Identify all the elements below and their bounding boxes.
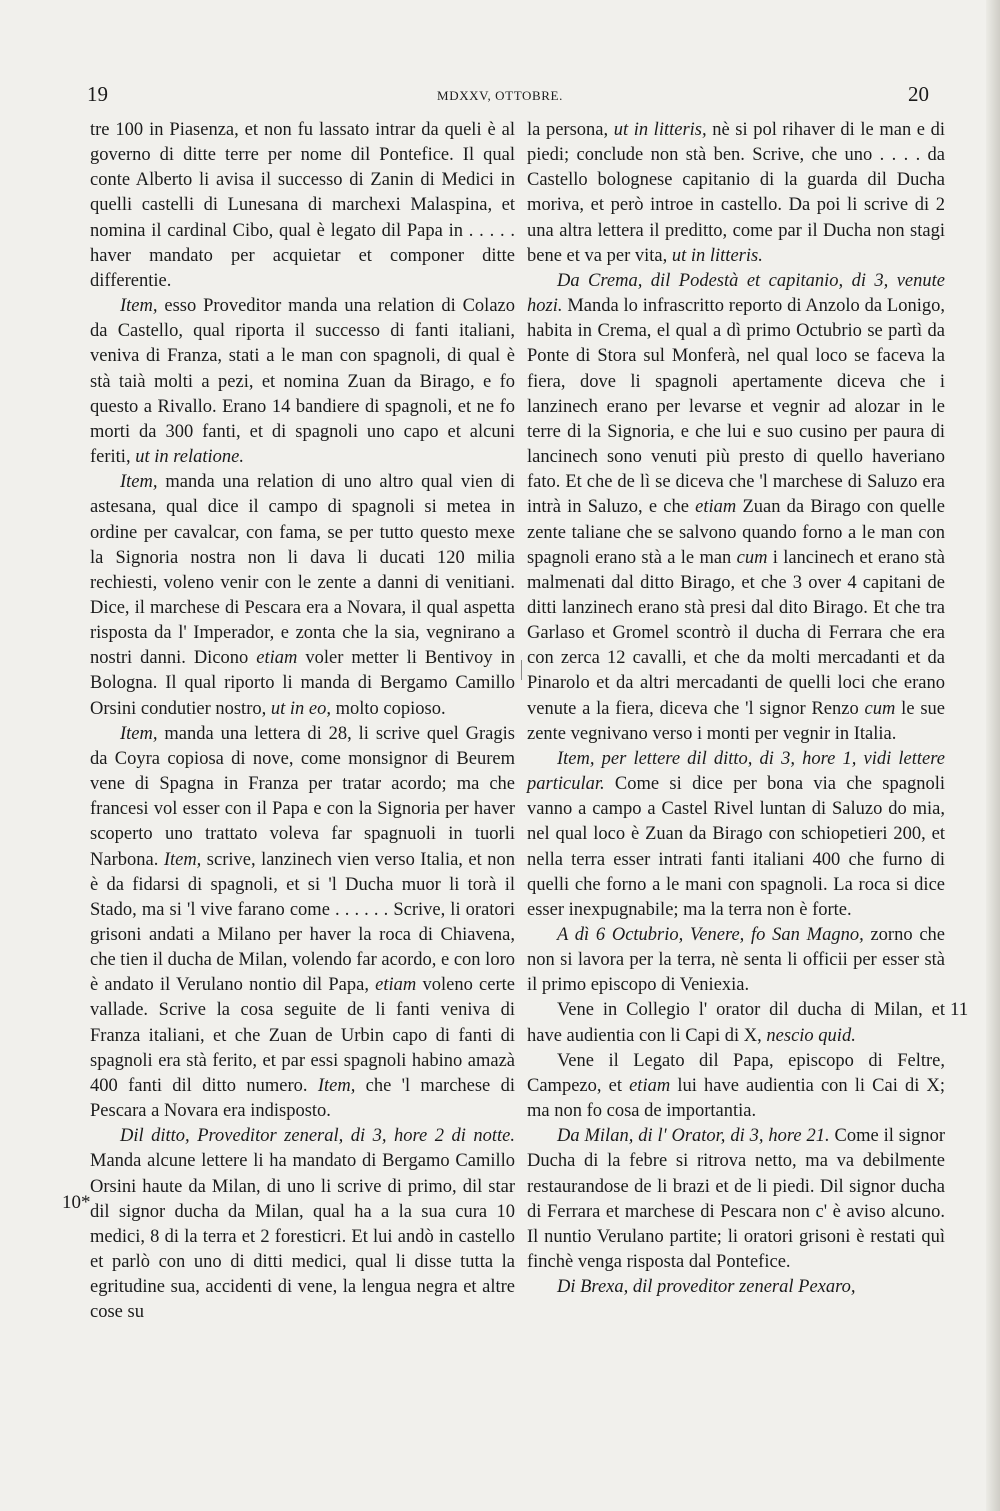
italic-text: ut in relatione. [135, 447, 244, 468]
column-divider-mark [521, 660, 522, 680]
body-text: voler metter li Bentivoy in Bologna. Il qual riporto li manda di Bergamo Camillo Orsini condutier nostro, [90, 648, 516, 719]
body-text: nè si pol rihaver di le man e di piedi; conclude non stà ben. Scrive, che uno . . . . da Castello bolognese capitanio di la guarda dil Ducha moriva, et però introe in castello. Da poi li scrive di 2 una altra lettera il preditto, come par il Ducha non stagi bene et va per vita, [527, 120, 945, 266]
paragraph [90, 722, 515, 1125]
paragraph [90, 1124, 515, 1325]
italic-text: etiam [629, 1075, 671, 1096]
paragraph [90, 294, 515, 470]
italic-text: Da Milan, di l' Orator, di 3, hore 21. [557, 1126, 830, 1147]
margin-note-left: 10* [62, 1192, 91, 1213]
body-text: Come si dice per bona via che spagnoli vanno a campo a Castel Rivel luntan di Saluzo do mia, nel qual loco è Zuan da Birago con schiopetieri 200, et nella terra esser intrati fanti italiani 400 che furno di quelli che forno a le mani con spagnoli. La roca si dice esser inexpugnabile; ma la terra non è forte. [527, 774, 945, 920]
body-text: molto copioso. [331, 698, 446, 719]
body-text: i lancinech et erano stà malmenati dal ditto Birago, et che 3 over 4 capitani de ditti lanzinech erano stà presi dal dito Birago. Et che tra Garlaso et Gromel scontrò il ducha di Ferrara che era con zerca 12 cavalli, et che da molti mercadanti et da Pinarolo et da altri mercadanti de quelli loci che erano venute a la fiera, diceva che 'l signor Renzo [527, 547, 945, 719]
paragraph [527, 1049, 945, 1124]
body-text: Vene il Legato dil Papa, episcopo di Feltre, Campezo, et [527, 1050, 945, 1096]
italic-text: Item, [317, 1075, 356, 1096]
paragraph [527, 998, 945, 1048]
italic-text: Item, [163, 849, 202, 870]
paragraph [527, 1275, 945, 1300]
body-text: la persona, [527, 120, 614, 140]
page-edge-shadow [986, 0, 1000, 1511]
page-header [0, 82, 1000, 112]
page-number-right: 20 [908, 82, 929, 106]
right-text-column [527, 118, 945, 1300]
italic-text: nescio quid. [766, 1025, 856, 1046]
italic-text: A dì 6 Octubrio, Venere, fo San Magno, [557, 925, 864, 945]
page-number-left: 19 [87, 82, 108, 106]
italic-text: etiam [256, 648, 298, 669]
body-text: Manda alcune lettere li ha mandato di Bergamo Camillo Orsini haute da Milan, di uno li scrive di primo, dil star dil signor ducha da Milan, qual ha a la sua cura 10 medici, 8 di la terra et 2 foresticri. Et lui andò in castello et parlò con uno di ditti medici, qual li disse tutta la egritudine sua, accidenti di vene, la lengua negra et altre cose su [90, 1151, 515, 1323]
body-text: lui have audientia con li Cai di X; ma non fo cosa de importantia. [527, 1075, 946, 1122]
running-title: MDXXV, OTTOBRE. [437, 88, 563, 103]
italic-text: Item, [120, 296, 158, 317]
body-text: che 'l marchese di Pescara a Novara era indisposto. [90, 1075, 515, 1122]
paragraph [527, 923, 945, 998]
paragraph [90, 118, 515, 294]
italic-text: ut in litteris, [613, 120, 707, 140]
body-text: manda una lettera di 28, li scrive quel Gragis da Coyra copiosa di nove, come monsignor di Beurem vene di Spagna in Franza per tratar acordo; ma che francesi vol esser con il Papa e con la Signoria per haver scoperto uno trattato voleva far spagnuoli in tuorli Narbona. [90, 723, 515, 870]
body-text: Manda lo infrascritto reporto di Anzolo da Lonigo, habita in Crema, el qual a dì primo Octubrio se partì da Ponte di Stora sul Monferà, nel qual loco se faceva la fiera, dove li spagnoli apertamente diceva che i lanzinech erano per levarse et vegnir ad alozar in le terre di la Signoria, e che lui e suo cusino per paura di lancinech sono venuti più presto di quello haveriano fato. Et che de lì se diceva che 'l marchese di Saluzo era intrà in Saluzo, e che [527, 296, 945, 518]
italic-text: Item, [120, 723, 158, 744]
paragraph [90, 470, 515, 722]
italic-text: ut in litteris. [671, 245, 763, 266]
body-text: voleno certe vallade. Scrive la cosa seguite de li fanti veniva di Franza italiani, et che Zuan de Urbin capo di fanti di spagnoli era stà ferito, et par essi spagnoli habino amazà 400 fanti dil ditto numero. [90, 975, 515, 1096]
italic-text: cum [736, 547, 768, 568]
paragraph [527, 118, 945, 269]
paragraph [527, 1124, 945, 1275]
margin-note-right: 11 [950, 999, 969, 1020]
italic-text: etiam [375, 975, 417, 996]
italic-text: etiam [695, 497, 737, 518]
body-text: scrive, lanzinech vien verso Italia, et non è da fidarsi di spagnoli, et si 'l Ducha muor li torà il Stado, ma si 'l vive farano come . . . . . . Scrive, li oratori grisoni andati a Milano per haver la roca di Chiavena, che tien il ducha de Milan, volendo far acordo, e con loro è andato il Verulano nontio dil Papa, [90, 849, 515, 996]
italic-text: ut in eo, [270, 698, 331, 719]
italic-text: Di Brexa, dil proveditor zeneral Pexaro, [557, 1277, 856, 1298]
italic-text: Item, [120, 472, 158, 493]
italic-text: Dil ditto, Proveditor zeneral, di 3, hore 2 di notte. [120, 1126, 515, 1147]
italic-text: cum [864, 698, 896, 719]
italic-text: Da Crema, dil Podestà et capitanio, di 3, venute hozi. [527, 270, 945, 317]
left-text-column [90, 118, 515, 1326]
body-text: Vene in Collegio l' orator dil ducha di Milan, et have audientia con li Capi di X, [527, 1000, 945, 1046]
body-text: le sue zente vegnivano verso i monti per vegnir in Italia. [527, 698, 945, 744]
italic-text: Item, per lettere dil ditto, di 3, hore 1, vidi lettere particular. [527, 748, 945, 795]
body-text: Come il signor Ducha di la febre si ritrova netto, ma va debilmente restaurandose de li brazi et de li piedi. Dil signor ducha di Ferrara et marchese di Pescara non c' è aviso alcuno. Il nuntio Verulano partite; li oratori grisoni è restati quì finchè venga risposta dal Pontefice. [527, 1126, 945, 1273]
body-text: manda una relation di uno altro qual vien di astesana, qual dice il campo di spagnoli si metea in ordine per cavalcar, con fama, se per tutto questo mexe la Signoria nostra non li dava li ducati 120 milia rechiesti, voleno venir con le zente a danni di venitiani. Dice, il marchese di Pescara era a Novara, il qual aspetta risposta da l' Imperador, e zonta che la sia, vegnirano a nostri danni. Dicono [90, 472, 515, 669]
body-text: esso Proveditor manda una relation di Colazo da Castello, qual riporta il successo di fanti italiani, veniva di Franza, stati a le man con spagnoli, di qual è stà taià molti a pezi, et nomina Zuan da Birago, e fo questo a Rivallo. Erano 14 bandiere di spagnoli, et ne fo morti da 300 fanti, et di spagnoli uno capo et alcuni feriti, [90, 296, 515, 468]
paragraph [527, 269, 945, 747]
paragraph [527, 747, 945, 923]
body-text: tre 100 in Piasenza, et non fu lassato intrar da queli è al governo di ditte terre per nome dil Pontefice. Il qual conte Alberto li avisa il successo di Zanin di Medici in quelli castelli di Lunesana di marchexi Malaspina, et nomina il cardinal Cibo, qual è legato dil Papa in . . . . . haver mandato per acquietar et componer ditte differentie. [90, 120, 515, 291]
body-text: Zuan da Birago con quelle zente taliane che se salvono quando forno a le man con spagnoli erano stà a le man [527, 497, 945, 568]
body-text: zorno che non si lavora per la terra, nè senta li officii per esser stà il primo episcopo di Veniexia. [527, 925, 946, 996]
